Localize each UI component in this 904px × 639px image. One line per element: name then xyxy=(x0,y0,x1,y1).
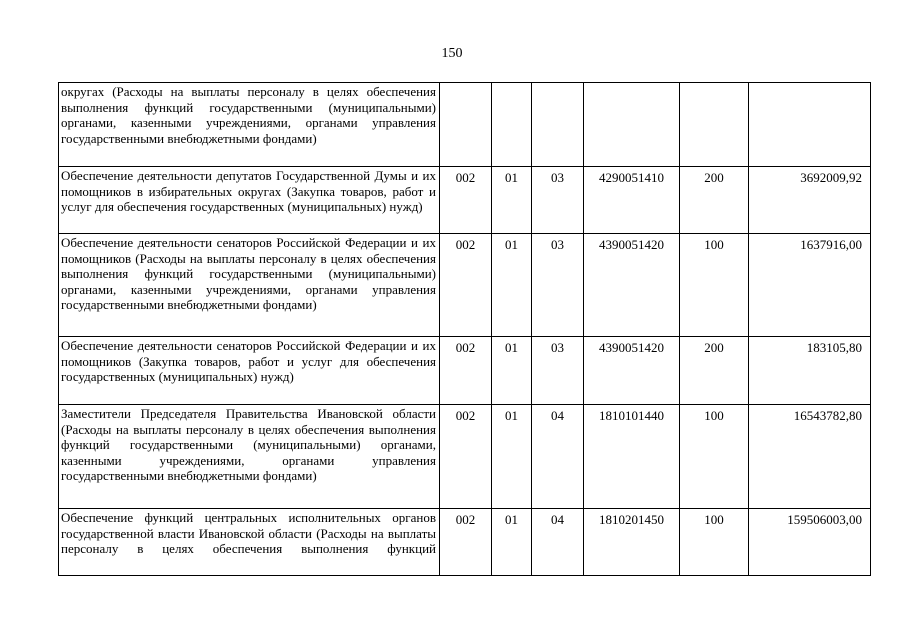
row-description: округах (Расходы на выплаты персоналу в целях обеспечения выполнения функций государственными (муниципальными) органами, казенными учреждениями, органами управления государственными внебюджетными фондами) xyxy=(59,83,440,167)
table-row xyxy=(59,509,871,576)
row-section: 01 xyxy=(492,509,532,576)
row-admin-code: 002 xyxy=(440,167,492,234)
table-row xyxy=(59,83,871,167)
row-amount: 159506003,00 xyxy=(749,509,871,576)
row-subsection xyxy=(532,83,584,167)
budget-table xyxy=(58,82,871,576)
row-description: Обеспечение деятельности сенаторов Российской Федерации и их помощников (Закупка товаров, работ и услуг для обеспечения государственных (муниципальных) нужд) xyxy=(59,337,440,405)
row-expense-type xyxy=(680,83,749,167)
row-target-article: 4390051420 xyxy=(584,234,680,337)
row-subsection: 03 xyxy=(532,234,584,337)
row-admin-code xyxy=(440,83,492,167)
row-subsection: 04 xyxy=(532,509,584,576)
row-admin-code: 002 xyxy=(440,337,492,405)
row-subsection: 03 xyxy=(532,337,584,405)
page-number: 150 xyxy=(441,46,463,61)
row-subsection: 03 xyxy=(532,167,584,234)
row-target-article: 4290051410 xyxy=(584,167,680,234)
table-row xyxy=(59,234,871,337)
row-section: 01 xyxy=(492,405,532,509)
row-amount xyxy=(749,83,871,167)
row-expense-type: 100 xyxy=(680,234,749,337)
row-amount: 16543782,80 xyxy=(749,405,871,509)
row-expense-type: 100 xyxy=(680,509,749,576)
row-target-article: 1810101440 xyxy=(584,405,680,509)
row-subsection: 04 xyxy=(532,405,584,509)
table-row xyxy=(59,167,871,234)
row-admin-code: 002 xyxy=(440,509,492,576)
row-expense-type: 200 xyxy=(680,337,749,405)
row-amount: 1637916,00 xyxy=(749,234,871,337)
row-amount: 183105,80 xyxy=(749,337,871,405)
table-row xyxy=(59,405,871,509)
row-section: 01 xyxy=(492,337,532,405)
row-admin-code: 002 xyxy=(440,405,492,509)
row-description: Обеспечение деятельности сенаторов Российской Федерации и их помощников (Расходы на выплаты персоналу в целях обеспечения выполнения функций государственными (муниципальными) органами, казенными учреждениями, органами управления государственными внебюджетными фондами) xyxy=(59,234,440,337)
row-admin-code: 002 xyxy=(440,234,492,337)
row-description: Обеспечение функций центральных исполнительных органов государственной власти Ивановской области (Расходы на выплаты персоналу в целях обеспечения выполнения функций xyxy=(59,509,440,576)
row-target-article xyxy=(584,83,680,167)
row-section: 01 xyxy=(492,167,532,234)
row-expense-type: 100 xyxy=(680,405,749,509)
row-expense-type: 200 xyxy=(680,167,749,234)
row-description: Заместители Председателя Правительства Ивановской области (Расходы на выплаты персоналу в целях обеспечения выполнения функций государственными (муниципальными) органами, казенными учреждениями, органами управления государственными внебюджетными фондами) xyxy=(59,405,440,509)
row-target-article: 4390051420 xyxy=(584,337,680,405)
table-row xyxy=(59,337,871,405)
row-amount: 3692009,92 xyxy=(749,167,871,234)
row-section: 01 xyxy=(492,234,532,337)
row-target-article: 1810201450 xyxy=(584,509,680,576)
row-description: Обеспечение деятельности депутатов Государственной Думы и их помощников в избирательных округах (Закупка товаров, работ и услуг для обеспечения государственных (муниципальных) нужд) xyxy=(59,167,440,234)
row-section xyxy=(492,83,532,167)
